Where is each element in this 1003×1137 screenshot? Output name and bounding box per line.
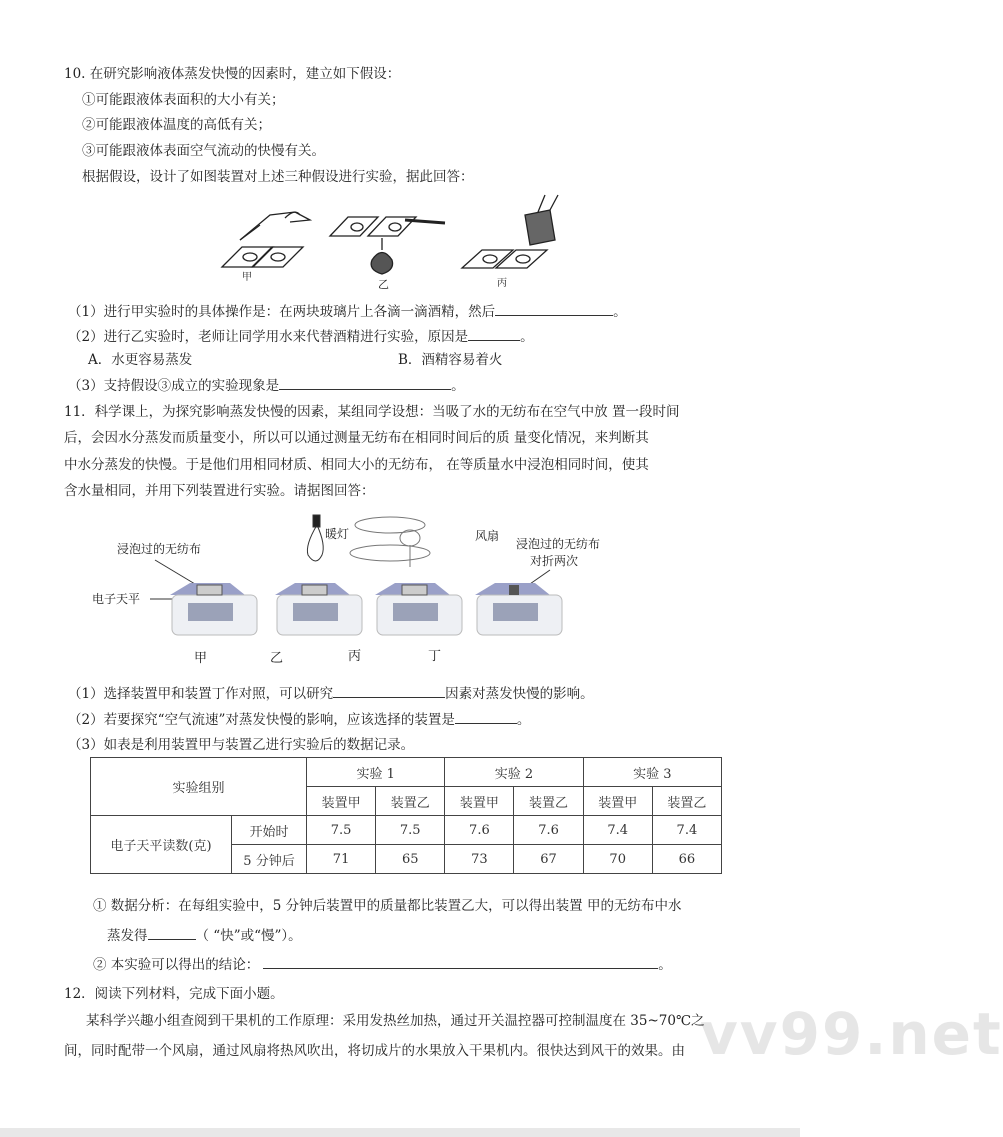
q10-hypothesis-2: ②可能跟液体温度的高低有关； [82, 117, 271, 133]
table-header-exp1: 实验 1 [307, 758, 445, 787]
table-header-device: 装置甲 [445, 787, 514, 816]
table-header-device: 装置乙 [376, 787, 445, 816]
alcohol-lamp-icon [371, 238, 392, 274]
q11-stem-3: 中水分蒸发的快慢。于是他们用相同材质、相同大小的无纺布， 在等质量水中浸泡相同时间，使其 [64, 457, 649, 473]
q10-stem: 10. 在研究影响液体蒸发快慢的因素时，建立如下假设： [64, 66, 401, 82]
q10-hypothesis-1: ①可能跟液体表面积的大小有关； [82, 92, 285, 108]
table-header-exp2: 实验 2 [445, 758, 583, 787]
bottom-bar [0, 1128, 800, 1137]
heat-lamp-icon [307, 515, 323, 561]
q11-sub3: （3）如表是利用装置甲与装置乙进行实验后的数据记录。 [68, 737, 415, 753]
table-cell: 7.5 [376, 816, 445, 845]
table-header-exp3: 实验 3 [583, 758, 721, 787]
device-label-jia: 甲 [194, 651, 208, 666]
table-header-device: 装置乙 [514, 787, 583, 816]
q10-option-b: B．酒精容易着火 [398, 352, 503, 368]
table-row-label: 开始时 [232, 816, 307, 845]
q10-sub2-text: （2）进行乙实验时，老师让同学用水来代替酒精进行实验，原因是 [68, 329, 469, 345]
balance-label: 电子天平 [92, 592, 141, 606]
device-label-bing: 丙 [348, 649, 362, 664]
table-cell: 70 [583, 845, 652, 874]
table-cell: 7.6 [445, 816, 514, 845]
answer-blank[interactable] [468, 327, 520, 341]
q11-analysis-2-text: 蒸发得 [107, 928, 148, 944]
q10-intro: 根据假设，设计了如图装置对上述三种假设进行实验，据此回答： [82, 169, 474, 185]
q11-conclusion [93, 955, 672, 974]
balance-bing [375, 583, 462, 635]
q10-sub1 [68, 302, 627, 321]
answer-blank[interactable] [148, 926, 196, 940]
balance-jia [170, 583, 257, 635]
q11-sub1-text: （1）选择装置甲和装置丁作对照，可以研究 [68, 686, 334, 702]
q12-paragraph-2: 间，同时配带一个风扇，通过风扇将热风吹出，将切成片的水果放入干果机内。很快达到风干的效果。由 [64, 1043, 685, 1059]
ceiling-fan-icon [350, 517, 430, 567]
glass-slides-yi [330, 217, 445, 236]
period: 。 [516, 712, 531, 728]
table-cell: 65 [376, 845, 445, 874]
table-header-device: 装置乙 [652, 787, 721, 816]
table-header-device: 装置甲 [583, 787, 652, 816]
q11-stem-4: 含水量相同，并用下列装置进行实验。请据图回答： [64, 483, 375, 499]
watermark: vv99.net [700, 1000, 1003, 1068]
period: 。 [520, 329, 534, 345]
table-cell: 71 [307, 845, 376, 874]
q11-analysis-2-end: （ “快”或“慢”）。 [195, 928, 302, 944]
answer-blank[interactable] [263, 955, 658, 969]
q10-option-a: A．水更容易蒸发 [88, 352, 193, 368]
folded-cloth-label-2: 对折两次 [530, 554, 579, 568]
q10-sub3 [68, 376, 465, 395]
table-cell: 7.4 [652, 816, 721, 845]
q10-figure [200, 190, 620, 290]
table-cell: 7.4 [583, 816, 652, 845]
glass-slides-bing [462, 250, 547, 268]
period: 。 [451, 378, 465, 394]
figure-label-jia: 甲 [242, 272, 252, 283]
cloth-label: 浸泡过的无纺布 [117, 542, 202, 556]
balance-yi [275, 583, 362, 635]
table-cell: 66 [652, 845, 721, 874]
cardboard-fan-icon [525, 195, 558, 245]
table-row-label: 5 分钟后 [232, 845, 307, 874]
data-table [90, 757, 722, 874]
device-label-yi: 乙 [270, 651, 284, 666]
period: 。 [613, 304, 627, 320]
answer-blank[interactable] [455, 710, 517, 724]
dropper-hand-icon [240, 212, 310, 240]
fan-label: 风扇 [475, 529, 500, 543]
table-cell: 73 [445, 845, 514, 874]
q11-sub2 [68, 710, 530, 729]
folded-cloth-label-1: 浸泡过的无纺布 [516, 537, 601, 551]
q11-figure [80, 505, 640, 670]
q11-sub1 [68, 684, 594, 703]
table-cell: 7.6 [514, 816, 583, 845]
q12-paragraph-1: 某科学兴趣小组查阅到干果机的工作原理：采用发热丝加热，通过开关温控器可控制温度在 35~70℃之 [86, 1013, 705, 1029]
q10-hypothesis-3: ③可能跟液体表面空气流动的快慢有关。 [82, 143, 325, 159]
q11-stem-1: 11．科学课上，为探究影响蒸发快慢的因素，某组同学设想：当吸了水的无纺布在空气中放 置一段时间 [64, 404, 680, 420]
table-row [91, 816, 722, 845]
q11-analysis-1: ① 数据分析：在每组实验中，5 分钟后装置甲的质量都比装置乙大，可以得出装置 甲的无纺布中水 [93, 898, 682, 914]
table-row-header: 电子天平读数(克) [91, 816, 232, 874]
device-label-ding: 丁 [428, 649, 442, 664]
figure-label-yi: 乙 [378, 278, 389, 291]
q11-conclusion-text: ② 本实验可以得出的结论： [93, 957, 260, 973]
lamp-label: 暖灯 [325, 527, 350, 541]
answer-blank[interactable] [279, 376, 451, 390]
answer-blank[interactable] [333, 684, 445, 698]
table-cell: 7.5 [307, 816, 376, 845]
q10-sub1-text: （1）进行甲实验时的具体操作是：在两块玻璃片上各滴一滴酒精，然后 [68, 304, 496, 320]
q12-stem: 12．阅读下列材料，完成下面小题。 [64, 986, 284, 1002]
table-header-group: 实验组别 [91, 758, 307, 816]
balance-ding [475, 583, 562, 635]
table-cell: 67 [514, 845, 583, 874]
period: 。 [658, 957, 672, 973]
q11-analysis-2 [107, 926, 302, 945]
q10-sub2 [68, 327, 534, 346]
q11-sub2-text: （2）若要探究“空气流速”对蒸发快慢的影响，应该选择的装置是 [68, 712, 455, 728]
answer-blank[interactable] [495, 302, 613, 316]
glass-slides-jia [222, 247, 303, 267]
q10-sub3-text: （3）支持假设③成立的实验现象是 [68, 378, 280, 394]
q11-sub1-text-end: 因素对蒸发快慢的影响。 [445, 686, 594, 702]
figure-label-bing: 丙 [497, 278, 507, 289]
q11-stem-2: 后，会因水分蒸发而质量变小，所以可以通过测量无纺布在相同时间后的质 量变化情况，来判断其 [64, 430, 649, 446]
table-header-device: 装置甲 [307, 787, 376, 816]
